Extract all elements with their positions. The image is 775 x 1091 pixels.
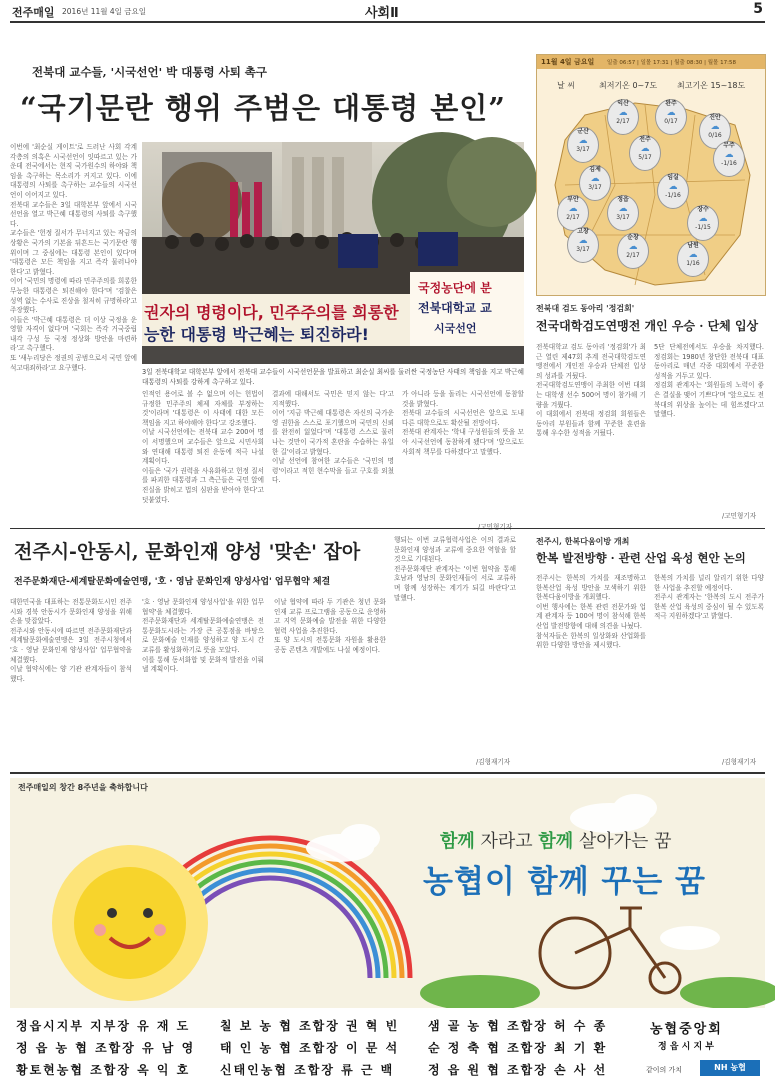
culture-byline: /김형재기자 (476, 758, 511, 766)
hanbok-headline: 한복 발전방향 · 관련 산업 육성 현안 논의 (536, 551, 746, 565)
ad-main-slogan: 농협이 함께 꾸는 꿈 (423, 864, 706, 900)
region-name: 완주 (665, 100, 677, 107)
region-name: 정읍 (617, 196, 629, 203)
region-name: 무주 (723, 142, 735, 149)
weather-box (536, 54, 766, 296)
nonghyup-ad (10, 778, 765, 1083)
region-temp: 3/17 (576, 146, 590, 153)
culture-col-1: 대한민국을 대표하는 전통문화도시인 전주시와 경북 안동시가 문화인재 양성을 위해 손을 맞잡았다. 전주시와 안동시에 따르면 전주문화재단과 세계탈문화예술연맹은 3일 전주시청에서 '호 · 영남 문화인재 양성사업' 업무협약을 체결했다. 이날 협약식에는 양 기관 관계자들이 참석했다. (10, 598, 132, 683)
sponsor-5: 태 인 농 협 조합장 이 문 석 (220, 1041, 400, 1055)
culture-col-2: '호 · 영남 문화인재 양성사업'을 위한 업무협약'을 체결했다. 전주문화재단과 세계탈문화예술연맹은 전통문화도시라는 가장 큰 공통점을 바탕으로 문화예술 인재를 양성하고 양 도시 간 교류를 활성화하기로 뜻을 모았다. 이를 통해 동서화합 및 문화적 발전을 이뤄낼 계획이다. (142, 598, 264, 674)
kumdo-kicker: 전북대 검도 동아리 '정검회' (536, 303, 635, 313)
ad-rule (10, 772, 765, 774)
region-weather-9 (657, 173, 689, 209)
sponsor-4: 정 읍 농 협 조합장 유 남 영 (16, 1041, 196, 1055)
region-weather-6 (713, 141, 745, 177)
nh-branch: 정 읍 시 지 부 (658, 1042, 715, 1052)
cloud-icon: ☁ (710, 122, 720, 132)
nh-logo-text: NH 농협 (714, 1063, 746, 1072)
ad-anniversary: 전주매일의 창간 8주년을 축하합니다 (18, 783, 148, 792)
region-temp: 0/16 (708, 132, 722, 139)
region-temp: 2/17 (566, 214, 580, 221)
lead-headline: “국기문란 행위 주범은 대통령 본인” (20, 91, 506, 125)
sponsor-9: 정 읍 원 협 조합장 손 사 선 (428, 1063, 608, 1077)
issue-date: 2016년 11월 4일 금요일 (62, 7, 147, 16)
region-temp: -1/16 (721, 160, 737, 167)
region-weather-13 (677, 241, 709, 277)
region-name: 군산 (577, 128, 589, 135)
region-name: 김제 (589, 166, 601, 173)
min-temp: 최저기온 0~7도 (599, 81, 658, 90)
cloud-icon: ☁ (640, 144, 650, 154)
sun-info: 일출 06:57 | 일몰 17:31 | 월출 08:30 | 월몰 17:58 (607, 60, 736, 66)
sponsor-7: 황토현농협 조합장 옥 익 호 (16, 1063, 191, 1077)
region-weather-10 (687, 205, 719, 241)
masthead (10, 0, 765, 20)
sponsor-1: 정읍시지부 지부장 유 재 도 (16, 1019, 191, 1033)
banner-side-3: 시국선언 (434, 322, 477, 335)
cloud-icon: ☁ (668, 182, 678, 192)
region-temp: 2/17 (616, 118, 630, 125)
culture-col-4: 행되는 이번 교류협력사업은 이의 결과로 문화인재 양성과 교류에 중요한 역할을 할 것으로 기대된다. 전주문화재단 관계자는 '이번 협약을 통해 호남과 영남의 문화인재들이 서로 교류하며 함께 성장하는 계기가 되길 바란다'고 말했다. (394, 536, 516, 602)
cloud-icon: ☁ (688, 250, 698, 260)
weather-banner (537, 55, 765, 69)
masthead-rule (10, 21, 765, 23)
region-name: 부안 (567, 196, 579, 203)
nh-center: 농협중앙회 (650, 1022, 723, 1037)
cloud-icon: ☁ (590, 174, 600, 184)
lead-col-4: 가 아니라 등을 돌리는 시국선언에 동참할 것을 밝혔다. 전북대 교수들의 시국선언은 앞으로 도내 다른 대학으로도 확산될 전망이다. 전북대 관계자는 '학내 구성원들의 뜻을 모아 시국선언에 동참하게 됐다'며 '앞으로도 사회적 책무를 다하겠다'고 말했다. (402, 390, 524, 456)
ad-slogan-part2: 자라고 (474, 831, 539, 852)
cloud-icon: ☁ (666, 108, 676, 118)
kumdo-col-1: 전북대학교 검도 동아리 '정검회'가 최근 열린 제47회 추계 전국대학검도연맹전에서 개인전 우승과 단체전 입상의 성과를 거뒀다. 전국대학검도연맹이 주최한 이번 대회는 대학생 선수 500여 명이 참가해 기량을 겨뤘다. 이 대회에서 전북대 정검회 회원들은 동아리 부원들과 함께 꾸준한 훈련을 통해 우수한 성적을 거뒀다. (536, 343, 646, 438)
ad-slogan-part4: 살아가는 꿈 (573, 831, 672, 852)
sponsor-2: 칠 보 농 협 조합장 권 혁 빈 (220, 1019, 400, 1033)
sun-icon (52, 845, 208, 1001)
protest-photo (142, 142, 524, 364)
region-temp: -1/16 (665, 192, 681, 199)
region-name: 임실 (667, 174, 679, 181)
region-weather-8 (607, 195, 639, 231)
banner-side-1: 국정농단에 분 (418, 281, 492, 295)
cloud-icon: ☁ (698, 214, 708, 224)
bicycle-icon (540, 908, 680, 993)
region-name: 장수 (697, 206, 709, 213)
region-weather-0 (607, 99, 639, 135)
nh-tag: 같이의 가치 (646, 1066, 683, 1074)
region-name: 익산 (617, 100, 629, 107)
hanbok-byline: /김형재기자 (722, 758, 757, 766)
banner-side-2: 전북대학교 교 (418, 301, 492, 315)
banner-line-1: 권자의 명령이다, 민주주의를 희롱한 (144, 303, 399, 322)
region-weather-12 (617, 233, 649, 269)
region-weather-3 (567, 127, 599, 163)
section-title: 사회Ⅱ (365, 6, 399, 21)
hanbok-col-2: 한복의 가치를 널리 알리기 위한 다양한 사업을 추진할 예정이다. 전주시 관계자는 '한복의 도시 전주가 한복 산업 육성의 중심이 될 수 있도록 적극 지원하겠다'고 밝혔다. (654, 574, 764, 621)
region-name: 고창 (577, 228, 589, 235)
cloud-icon: ☁ (618, 108, 628, 118)
region-weather-1 (655, 99, 687, 135)
section-rule (10, 528, 765, 529)
banner-line-2: 능한 대통령 박근혜는 퇴진하라! (144, 325, 369, 344)
region-temp: 3/17 (588, 184, 602, 191)
cloud-icon: ☁ (578, 136, 588, 146)
culture-headline: 전주시-안동시, 문화인재 양성 '맞손' 잡아 (14, 541, 361, 563)
region-temp: 3/17 (576, 246, 590, 253)
region-name: 전주 (639, 136, 651, 143)
culture-col-3: 이날 협약에 따라 두 기관은 청년 문화인재 교류 프로그램을 공동으로 운영하고 지역 문화예술 발전을 위한 다양한 협력 사업을 추진한다. 또 양 도시의 전통문화 자원을 활용한 공동 콘텐츠 개발에도 나설 예정이다. (274, 598, 386, 654)
lead-col-3: 결과에 대해서도 국민은 믿지 않는 다'고 지적했다. 이어 '지금 박근혜 대통령은 자신의 국가운영 권한을 스스로 포기했으며 국민의 신뢰를 완전히 잃었다'며 '대통령 스스로 물러나는 것만이 국가적 혼란을 수습하는 유일한 길'이라고 밝혔다. 이날 선언에 참여한 교수들은 '국민의 명령'이라고 적힌 현수막을 들고 구호를 외쳤다. (272, 390, 394, 485)
region-name: 순창 (627, 234, 639, 241)
culture-subhead: 전주문화재단-세계탈문화예술연맹, '호 · 영남 문화인재 양성사업' 업무협약 체결 (14, 577, 331, 587)
region-temp: -1/15 (695, 224, 711, 231)
ad-slogan (440, 827, 672, 853)
page-number: 5 (753, 1, 763, 17)
region-name: 남원 (687, 242, 699, 249)
lead-kicker: 전북대 교수들, '시국선언' 박 대통령 사퇴 촉구 (32, 65, 268, 79)
weather-label: 날 씨 (557, 81, 575, 90)
region-temp: 0/17 (664, 118, 678, 125)
cloud-icon: ☁ (628, 242, 638, 252)
region-name: 진안 (709, 114, 721, 121)
lead-byline: /고민형기자 (478, 523, 513, 531)
region-temp: 3/17 (616, 214, 630, 221)
lead-col-2: 인적인 용어로 볼 수 없으며 이는 헌법이 규정한 민주주의 체제 자체를 부정하는 것'이라며 '대통령은 이 사태에 대한 모든 책임을 지고 하야해야 한다'고 강조했다. 이날 시국선언에는 전북대 교수 200여 명이 서명했으며 교수들은 앞으로 시민사회와 연대해 대통령 퇴진 운동에 적극 나설 계획이다. 이들은 '국가 권력을 사유화하고 헌정 질서를 파괴한 대통령과 그 측근들은 국민 앞에 진실을 밝히고 법의 심판을 받아야 한다'고 덧붙였다. (142, 390, 264, 504)
nh-logo (700, 1060, 760, 1076)
cloud-icon: ☁ (618, 204, 628, 214)
ad-slogan-part1: 함께 (440, 831, 475, 852)
kumdo-col-2: 5단 단체전에서도 우승을 차지했다. 정검회는 1980년 창단한 전북대 대표 동아리로 매년 각종 대회에서 꾸준한 성적을 거두고 있다. 정검회 관계자는 '회원들의 노력이 좋은 결실을 맺어 기쁘다'며 '앞으로도 전북대의 위상을 높이는 데 힘쓰겠다'고 말했다. (654, 343, 764, 419)
sponsor-8: 신태인농협 조합장 류 근 백 (220, 1063, 395, 1077)
cloud-icon: ☁ (724, 150, 734, 160)
max-temp: 최고기온 15~18도 (677, 81, 746, 90)
photo-caption: 3일 전북대학교 대학본부 앞에서 전북대 교수들이 시국선언문을 발표하고 최순실 최씨를 둘러싼 국정농단 사태의 책임을 지고 박근혜 대통령의 사퇴를 강하게 촉구하고 있다. (142, 368, 527, 386)
region-temp: 2/17 (626, 252, 640, 259)
region-weather-4 (629, 135, 661, 171)
region-temp: 5/17 (638, 154, 652, 161)
weather-date: 11월 4일 금요일 (541, 58, 595, 66)
hanbok-col-1: 전주시는 한복의 가치를 재조명하고 한복산업 육성 방안을 모색하기 위한 한복다움이방을 개최했다. 이번 행사에는 한복 관련 전문가와 업계 관계자 등 100여 명이 참석해 한복 산업 발전방향에 대해 의견을 나눴다. 참석자들은 한복의 일상화와 산업화를 위한 다양한 방안을 제시했다. (536, 574, 646, 650)
cloud-icon: ☁ (578, 236, 588, 246)
region-weather-11 (567, 227, 599, 263)
sponsor-6: 순 정 축 협 조합장 최 기 환 (428, 1041, 608, 1055)
ad-slogan-part3: 함께 (538, 831, 574, 852)
paper-name: 전주매일 (12, 6, 55, 19)
cloud-icon: ☁ (568, 204, 578, 214)
hanbok-kicker: 전주시, 한복다움이방 개최 (536, 536, 630, 546)
kumdo-headline: 전국대학검도연맹전 개인 우승 · 단체 입상 (536, 319, 759, 333)
sponsor-3: 샘 골 농 협 조합장 허 수 종 (428, 1019, 608, 1033)
kumdo-byline: /고민형기자 (722, 512, 757, 520)
region-temp: 1/16 (686, 260, 700, 267)
lead-col-1: 이번에 '최순실 게이트'로 드러난 사회 각계각층의 의혹은 시국선언이 잇따르고 있는 가운데 전국에서는 현직 국가원수의 하야와 책임을 촉구하는 목소리가 커지고 있다. 이에 대통령의 사퇴를 촉구하는 교수들의 시국선언이 이어지고 있다. 전북대 교수들은 3일 대학본부 앞에서 시국선언을 열고 박근혜 대통령의 사퇴를 촉구했다. 교수들은 '헌정 질서가 무너지고 있는 작금의 상황은 국가의 기본을 뒤흔드는 국기문란 행위이며 그 중심에는 대통령 본인이 있다'며 '대통령은 모든 책임을 지고 즉각 물러나야 한다'고 밝혔다. 이어 '국민의 명령에 따라 민주주의를 희롱한 무능한 대통령은 퇴진해야 한다'며 '검찰은 성역 없는 수사로 진상을 철저히 규명하라'고 주장했다. 이들은 '박근혜 대통령은 더 이상 국정을 운영할 자격이 없다'며 '국회는 즉각 거국중립내각 구성 등 국정 정상화 방안을 마련하라'고 촉구했다. 또 '새누리당은 정권의 공범으로서 국민 앞에 석고대죄하라'고 요구했다. (10, 143, 137, 372)
region-weather-7 (557, 195, 589, 231)
